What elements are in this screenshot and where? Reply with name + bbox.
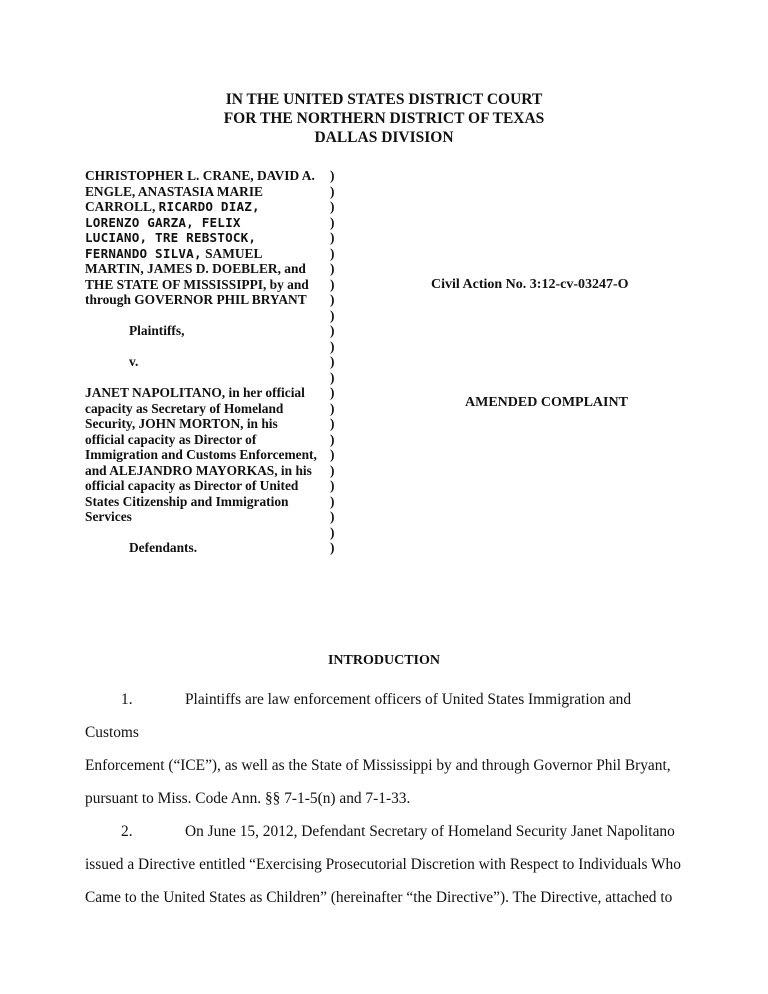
paragraph-line: pursuant to Miss. Code Ann. §§ 7-1-5(n) and 7-1-33. <box>85 790 411 807</box>
paragraph-line: Plaintiffs are law enforcement officers of United States Immigration and Customs <box>85 691 632 741</box>
paragraph-2 <box>85 815 683 914</box>
defendant-line: JANET NAPOLITANO, in her official <box>85 385 305 400</box>
defendant-line: Services <box>85 509 132 524</box>
plaintiff-line: CARROLL, RICARDO DIAZ, <box>85 199 260 214</box>
court-heading-line-3: DALLAS DIVISION <box>314 129 454 146</box>
blank-line <box>85 339 345 355</box>
caption-paren: ) <box>330 323 335 338</box>
defendant-line: official capacity as Director of United <box>85 478 299 493</box>
caption-paren-column <box>330 168 344 556</box>
caption-paren: ) <box>330 199 335 214</box>
caption-paren: ) <box>330 214 335 230</box>
caption-paren: ) <box>330 245 335 261</box>
introduction-heading: INTRODUCTION <box>327 653 440 668</box>
caption-paren: ) <box>330 431 335 447</box>
defendant-line: and ALEJANDRO MAYORKAS, in his <box>85 462 312 478</box>
plaintiff-line: CHRISTOPHER L. CRANE, DAVID A. <box>85 168 315 183</box>
caption-paren: ) <box>330 276 335 292</box>
plaintiff-line: THE STATE OF MISSISSIPPI, by and <box>85 276 309 292</box>
caption-paren: ) <box>330 400 335 416</box>
civil-action-number: Civil Action No. 3:12-cv-03247-O <box>431 277 629 292</box>
caption-paren: ) <box>330 447 335 462</box>
plaintiff-line: through GOVERNOR PHIL BRYANT <box>85 292 307 307</box>
caption-paren: ) <box>330 261 335 276</box>
defendant-line: Security, JOHN MORTON, in his <box>85 416 278 431</box>
caption-paren: ) <box>330 168 335 183</box>
blank-line <box>85 525 345 541</box>
paragraph-number: 2. <box>121 823 133 840</box>
caption-paren: ) <box>330 307 335 323</box>
blank-line <box>85 308 345 324</box>
caption-parties <box>85 168 345 556</box>
paragraph-number: 1. <box>121 691 133 708</box>
defendant-line: official capacity as Director of <box>85 431 257 447</box>
plaintiff-line: LUCIANO, TRE REBSTOCK, <box>85 230 257 245</box>
caption-paren: ) <box>330 524 335 540</box>
plaintiff-line: MARTIN, JAMES D. DOEBLER, and <box>85 261 306 276</box>
caption-paren: ) <box>330 369 335 385</box>
caption-paren: ) <box>330 292 335 307</box>
paragraph-line: On June 15, 2012, Defendant Secretary of Homeland Security Janet Napolitano <box>185 823 675 840</box>
caption-paren: ) <box>330 540 335 555</box>
caption-paren: ) <box>330 354 335 369</box>
defendant-line: States Citizenship and Immigration <box>85 493 289 509</box>
caption-paren: ) <box>330 230 335 245</box>
court-heading-line-2: FOR THE NORTHERN DISTRICT OF TEXAS <box>223 110 545 127</box>
plaintiff-line: LORENZO GARZA, FELIX <box>85 214 241 230</box>
plaintiff-name-ricardo: RICARDO DIAZ, <box>158 199 260 214</box>
plaintiff-line: ENGLE, ANASTASIA MARIE <box>85 183 263 199</box>
caption-paren: ) <box>330 509 335 524</box>
caption-paren: ) <box>330 183 335 199</box>
caption-paren: ) <box>330 338 335 354</box>
paragraph-line: issued a Directive entitled “Exercising Prosecutorial Discretion with Respect to Individuals Who <box>85 856 681 873</box>
introduction-body <box>85 683 683 914</box>
defendant-line: Immigration and Customs Enforcement, <box>85 447 317 462</box>
document-title: AMENDED COMPLAINT <box>465 395 628 410</box>
paragraph-line: Enforcement (“ICE”), as well as the State of Mississippi by and through Governor Phil Bryant, <box>85 757 671 774</box>
plaintiffs-label: Plaintiffs, <box>129 323 185 338</box>
plaintiff-name-fernando: FERNANDO SILVA, <box>85 245 202 261</box>
caption-paren: ) <box>330 385 335 400</box>
caption-paren: ) <box>330 416 335 431</box>
paragraph-1 <box>85 683 683 815</box>
defendants-label: Defendants. <box>129 540 198 555</box>
versus-label: v. <box>129 354 139 369</box>
paragraph-line: Came to the United States as Children” (hereinafter “the Directive”). The Directive, attached to <box>85 889 673 906</box>
caption-paren: ) <box>330 462 335 478</box>
defendant-line: capacity as Secretary of Homeland <box>85 400 284 416</box>
court-heading <box>0 90 768 147</box>
blank-line <box>85 370 345 386</box>
caption-paren: ) <box>330 478 335 493</box>
plaintiff-line: FERNANDO SILVA, SAMUEL <box>85 245 263 261</box>
court-heading-line-1: IN THE UNITED STATES DISTRICT COURT <box>225 91 543 108</box>
caption-paren: ) <box>330 493 335 509</box>
